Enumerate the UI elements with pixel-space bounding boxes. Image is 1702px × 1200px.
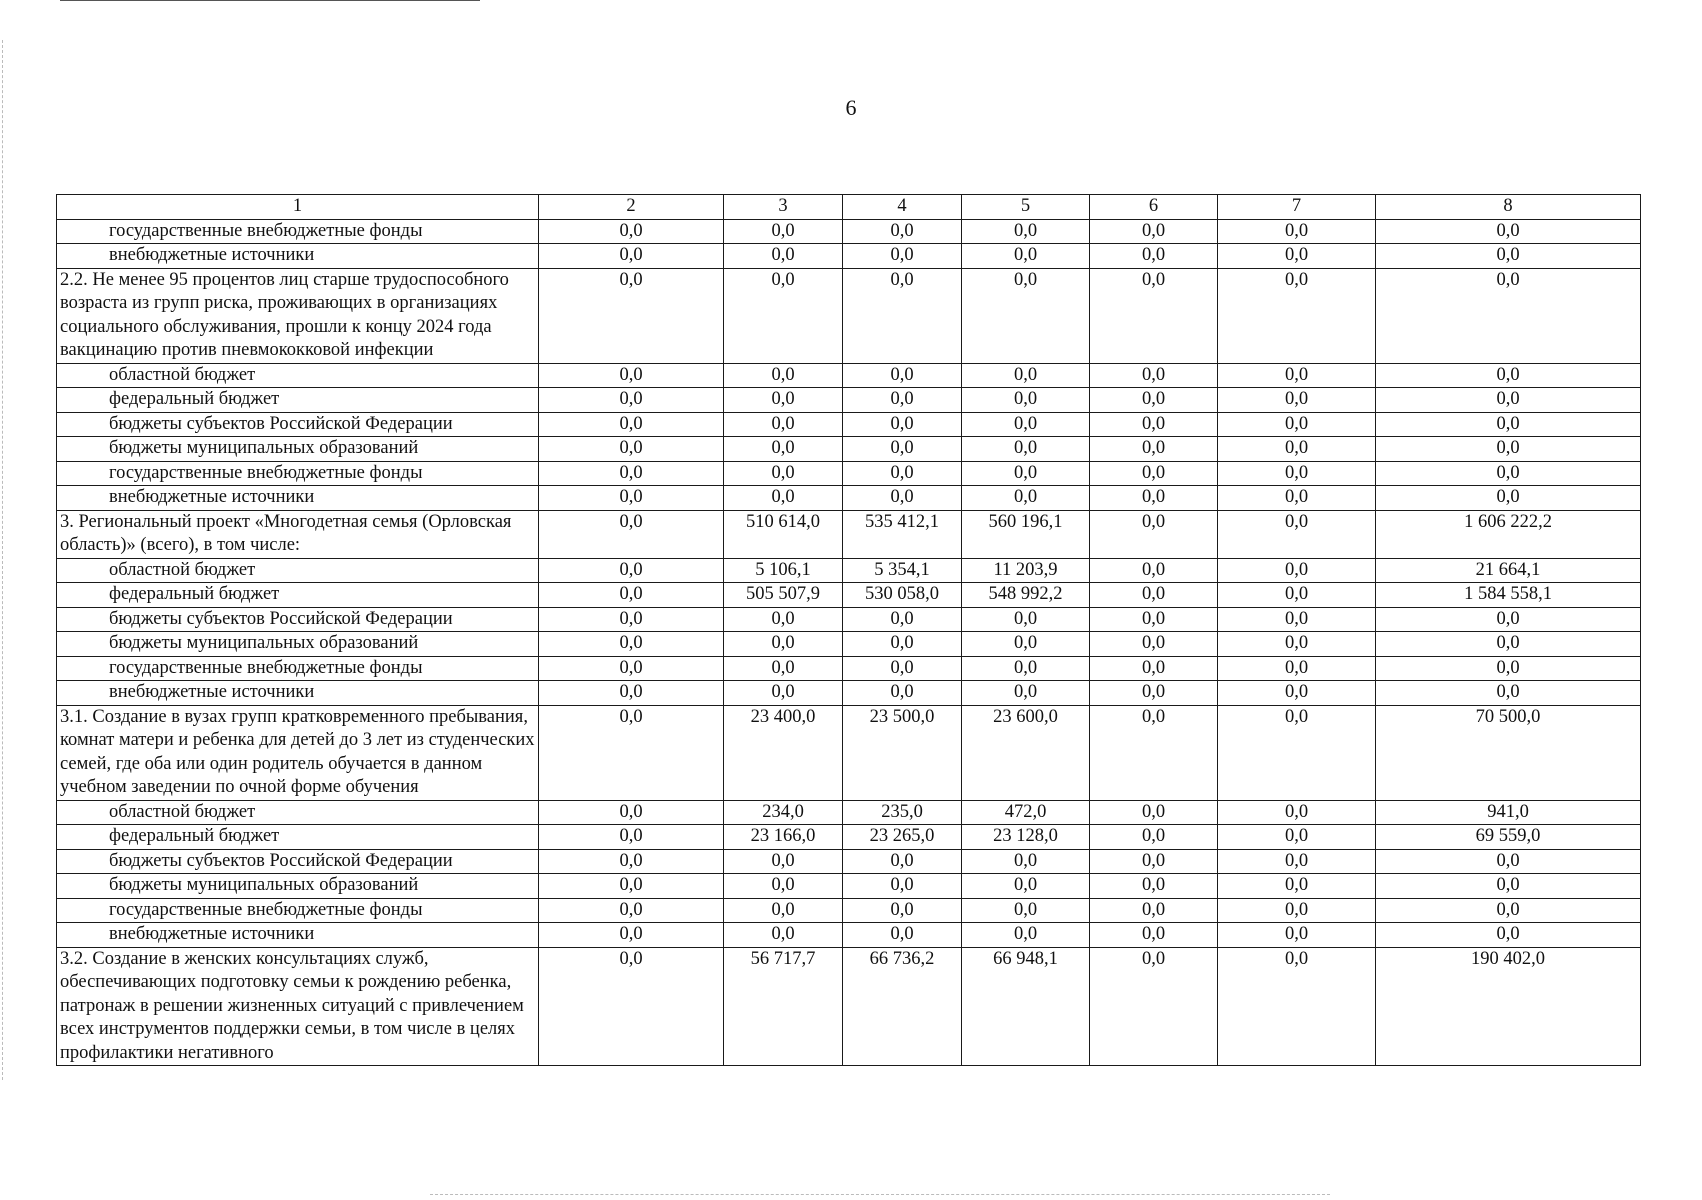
value-cell: 0,0 [724,461,843,486]
table-row-source [57,849,1641,874]
value-cell: 0,0 [1218,412,1376,437]
value-cell: 0,0 [539,558,724,583]
value-cell: 0,0 [539,437,724,462]
value-cell: 0,0 [539,412,724,437]
table-row-source [57,607,1641,632]
value-cell: 0,0 [1090,656,1218,681]
value-cell: 0,0 [724,656,843,681]
value-cell: 0,0 [539,632,724,657]
value-cell: 0,0 [1376,874,1641,899]
value-cell: 0,0 [1090,849,1218,874]
value-cell: 0,0 [1218,268,1376,363]
value-cell: 0,0 [962,898,1090,923]
row-label: 3. Региональный проект «Многодетная семья (Орловская область)» (всего), в том числе: [57,510,539,558]
value-cell: 23 500,0 [843,705,962,800]
value-cell: 530 058,0 [843,583,962,608]
value-cell: 0,0 [1090,681,1218,706]
value-cell: 234,0 [724,800,843,825]
column-header: 7 [1218,195,1376,220]
row-label: внебюджетные источники [57,486,539,511]
value-cell: 0,0 [1376,898,1641,923]
value-cell: 0,0 [1218,388,1376,413]
table-row-source [57,558,1641,583]
row-label: бюджеты муниципальных образований [57,437,539,462]
table-row-section [57,268,1641,363]
value-cell: 548 992,2 [962,583,1090,608]
value-cell: 0,0 [1376,923,1641,948]
table-row-source [57,244,1641,269]
value-cell: 0,0 [962,923,1090,948]
value-cell: 0,0 [1376,632,1641,657]
value-cell: 70 500,0 [1376,705,1641,800]
value-cell: 0,0 [539,363,724,388]
value-cell: 0,0 [1090,947,1218,1066]
table-header-row [57,195,1641,220]
value-cell: 0,0 [1218,363,1376,388]
value-cell: 0,0 [843,388,962,413]
row-label: областной бюджет [57,558,539,583]
value-cell: 0,0 [962,681,1090,706]
table-row-source [57,461,1641,486]
value-cell: 0,0 [962,219,1090,244]
value-cell: 0,0 [843,656,962,681]
value-cell: 0,0 [724,412,843,437]
value-cell: 56 717,7 [724,947,843,1066]
value-cell: 0,0 [962,388,1090,413]
scan-edge-bottom [430,1194,1330,1196]
value-cell: 0,0 [962,607,1090,632]
value-cell: 66 736,2 [843,947,962,1066]
value-cell: 535 412,1 [843,510,962,558]
value-cell: 0,0 [843,412,962,437]
value-cell: 472,0 [962,800,1090,825]
table-row-section [57,510,1641,558]
value-cell: 0,0 [724,898,843,923]
value-cell: 0,0 [539,947,724,1066]
value-cell: 23 600,0 [962,705,1090,800]
value-cell: 0,0 [1090,461,1218,486]
row-label: бюджеты муниципальных образований [57,632,539,657]
value-cell: 0,0 [539,583,724,608]
row-label: областной бюджет [57,800,539,825]
value-cell: 0,0 [539,486,724,511]
value-cell: 0,0 [724,219,843,244]
value-cell: 0,0 [539,656,724,681]
value-cell: 69 559,0 [1376,825,1641,850]
value-cell: 0,0 [539,825,724,850]
table-row-source [57,800,1641,825]
value-cell: 23 128,0 [962,825,1090,850]
value-cell: 0,0 [1090,510,1218,558]
value-cell: 0,0 [1090,583,1218,608]
value-cell: 0,0 [1218,461,1376,486]
table-row-source [57,486,1641,511]
value-cell: 0,0 [1218,486,1376,511]
value-cell: 0,0 [1090,632,1218,657]
row-label: внебюджетные источники [57,681,539,706]
value-cell: 0,0 [724,632,843,657]
table-row-source [57,437,1641,462]
table-row-source [57,923,1641,948]
row-label: бюджеты субъектов Российской Федерации [57,412,539,437]
row-label: бюджеты субъектов Российской Федерации [57,849,539,874]
value-cell: 0,0 [843,681,962,706]
table-row-section [57,947,1641,1066]
value-cell: 23 265,0 [843,825,962,850]
value-cell: 0,0 [1376,363,1641,388]
table-body [57,195,1641,1066]
value-cell: 5 354,1 [843,558,962,583]
value-cell: 0,0 [1090,363,1218,388]
row-label: государственные внебюджетные фонды [57,656,539,681]
row-label: федеральный бюджет [57,825,539,850]
value-cell: 0,0 [1090,437,1218,462]
value-cell: 0,0 [1218,800,1376,825]
value-cell: 0,0 [724,681,843,706]
value-cell: 0,0 [539,849,724,874]
row-label: государственные внебюджетные фонды [57,898,539,923]
value-cell: 0,0 [539,219,724,244]
value-cell: 0,0 [539,874,724,899]
value-cell: 0,0 [1090,825,1218,850]
value-cell: 0,0 [1218,558,1376,583]
table-row-source [57,583,1641,608]
scan-edge-left [2,40,4,1080]
value-cell: 21 664,1 [1376,558,1641,583]
value-cell: 5 106,1 [724,558,843,583]
value-cell: 0,0 [539,607,724,632]
value-cell: 0,0 [1090,412,1218,437]
value-cell: 0,0 [724,363,843,388]
row-label: федеральный бюджет [57,388,539,413]
value-cell: 0,0 [962,849,1090,874]
value-cell: 0,0 [724,388,843,413]
value-cell: 0,0 [724,268,843,363]
value-cell: 0,0 [1376,437,1641,462]
column-header: 3 [724,195,843,220]
value-cell: 0,0 [1090,923,1218,948]
table-row-source [57,388,1641,413]
value-cell: 0,0 [1090,874,1218,899]
value-cell: 0,0 [1090,800,1218,825]
row-label: федеральный бюджет [57,583,539,608]
value-cell: 0,0 [1218,583,1376,608]
value-cell: 0,0 [1218,607,1376,632]
value-cell: 0,0 [1218,437,1376,462]
value-cell: 0,0 [843,244,962,269]
table-row-source [57,898,1641,923]
value-cell: 0,0 [539,898,724,923]
value-cell: 0,0 [1218,681,1376,706]
value-cell: 0,0 [1218,898,1376,923]
value-cell: 0,0 [962,486,1090,511]
value-cell: 0,0 [1376,268,1641,363]
value-cell: 0,0 [843,219,962,244]
value-cell: 0,0 [1376,244,1641,269]
row-label: государственные внебюджетные фонды [57,219,539,244]
value-cell: 0,0 [539,800,724,825]
budget-table [56,194,1641,1066]
value-cell: 0,0 [1218,244,1376,269]
table-row-source [57,825,1641,850]
value-cell: 0,0 [724,874,843,899]
value-cell: 0,0 [1090,607,1218,632]
value-cell: 0,0 [962,363,1090,388]
value-cell: 510 614,0 [724,510,843,558]
value-cell: 560 196,1 [962,510,1090,558]
column-header: 5 [962,195,1090,220]
row-label: областной бюджет [57,363,539,388]
value-cell: 0,0 [1218,849,1376,874]
value-cell: 0,0 [1218,219,1376,244]
value-cell: 0,0 [1376,412,1641,437]
table-row-source [57,632,1641,657]
value-cell: 0,0 [1218,510,1376,558]
value-cell: 11 203,9 [962,558,1090,583]
value-cell: 0,0 [724,244,843,269]
value-cell: 1 584 558,1 [1376,583,1641,608]
page-number: 6 [845,95,857,120]
value-cell: 0,0 [962,632,1090,657]
value-cell: 0,0 [962,268,1090,363]
value-cell: 0,0 [1090,558,1218,583]
value-cell: 0,0 [1218,874,1376,899]
table-row-source [57,363,1641,388]
value-cell: 0,0 [843,486,962,511]
value-cell: 235,0 [843,800,962,825]
value-cell: 0,0 [843,898,962,923]
value-cell: 941,0 [1376,800,1641,825]
value-cell: 0,0 [724,923,843,948]
value-cell: 0,0 [962,437,1090,462]
value-cell: 0,0 [1090,486,1218,511]
row-label: 3.1. Создание в вузах групп кратковременного пребывания, комнат матери и ребенка для детей до 3 лет из студенческих семей, где оба или один родитель обучается в данном учебном заведении по очной форме обучения [57,705,539,800]
table-row-source [57,219,1641,244]
row-label: внебюджетные источники [57,244,539,269]
row-label: 3.2. Создание в женских консультациях служб, обеспечивающих подготовку семьи к рождению ребенка, патронаж в решении жизненных ситуаций с привлечением всех инструментов поддержки семьи, в том числе в целях профилактики негативного [57,947,539,1066]
value-cell: 0,0 [1376,388,1641,413]
column-header: 2 [539,195,724,220]
table-row-section [57,705,1641,800]
value-cell: 0,0 [539,681,724,706]
value-cell: 0,0 [843,923,962,948]
row-label: 2.2. Не менее 95 процентов лиц старше трудоспособного возраста из групп риска, проживающих в организациях социального обслуживания, прошли к концу 2024 года вакцинацию против пневмококковой инфекции [57,268,539,363]
value-cell: 0,0 [1376,461,1641,486]
table-row-source [57,656,1641,681]
value-cell: 0,0 [539,244,724,269]
table-row-source [57,412,1641,437]
value-cell: 0,0 [1218,947,1376,1066]
column-header: 1 [57,195,539,220]
value-cell: 0,0 [962,244,1090,269]
value-cell: 190 402,0 [1376,947,1641,1066]
value-cell: 0,0 [539,461,724,486]
value-cell: 0,0 [962,874,1090,899]
value-cell: 0,0 [1376,849,1641,874]
value-cell: 0,0 [962,412,1090,437]
value-cell: 0,0 [1218,923,1376,948]
value-cell: 0,0 [1218,705,1376,800]
value-cell: 23 400,0 [724,705,843,800]
value-cell: 0,0 [843,607,962,632]
value-cell: 0,0 [1090,705,1218,800]
value-cell: 0,0 [1090,898,1218,923]
value-cell: 0,0 [843,363,962,388]
value-cell: 0,0 [539,268,724,363]
value-cell: 0,0 [1090,219,1218,244]
value-cell: 0,0 [539,510,724,558]
value-cell: 0,0 [843,874,962,899]
value-cell: 0,0 [1376,486,1641,511]
value-cell: 0,0 [1090,268,1218,363]
table-row-source [57,874,1641,899]
value-cell: 0,0 [843,437,962,462]
value-cell: 0,0 [1090,388,1218,413]
value-cell: 0,0 [724,849,843,874]
value-cell: 0,0 [1218,632,1376,657]
value-cell: 0,0 [1376,656,1641,681]
row-label: бюджеты субъектов Российской Федерации [57,607,539,632]
value-cell: 0,0 [724,437,843,462]
column-header: 4 [843,195,962,220]
value-cell: 0,0 [1376,681,1641,706]
value-cell: 0,0 [1218,656,1376,681]
value-cell: 0,0 [843,632,962,657]
value-cell: 0,0 [539,923,724,948]
value-cell: 0,0 [539,705,724,800]
value-cell: 0,0 [724,486,843,511]
row-label: государственные внебюджетные фонды [57,461,539,486]
row-label: внебюджетные источники [57,923,539,948]
value-cell: 505 507,9 [724,583,843,608]
column-header: 6 [1090,195,1218,220]
scan-edge-top [60,0,480,2]
value-cell: 0,0 [1376,607,1641,632]
value-cell: 0,0 [1376,219,1641,244]
value-cell: 0,0 [1090,244,1218,269]
value-cell: 0,0 [843,849,962,874]
value-cell: 66 948,1 [962,947,1090,1066]
value-cell: 0,0 [962,656,1090,681]
value-cell: 0,0 [724,607,843,632]
value-cell: 0,0 [1218,825,1376,850]
row-label: бюджеты муниципальных образований [57,874,539,899]
value-cell: 1 606 222,2 [1376,510,1641,558]
value-cell: 0,0 [539,388,724,413]
value-cell: 0,0 [843,268,962,363]
value-cell: 0,0 [962,461,1090,486]
table-row-source [57,681,1641,706]
column-header: 8 [1376,195,1641,220]
value-cell: 0,0 [843,461,962,486]
value-cell: 23 166,0 [724,825,843,850]
